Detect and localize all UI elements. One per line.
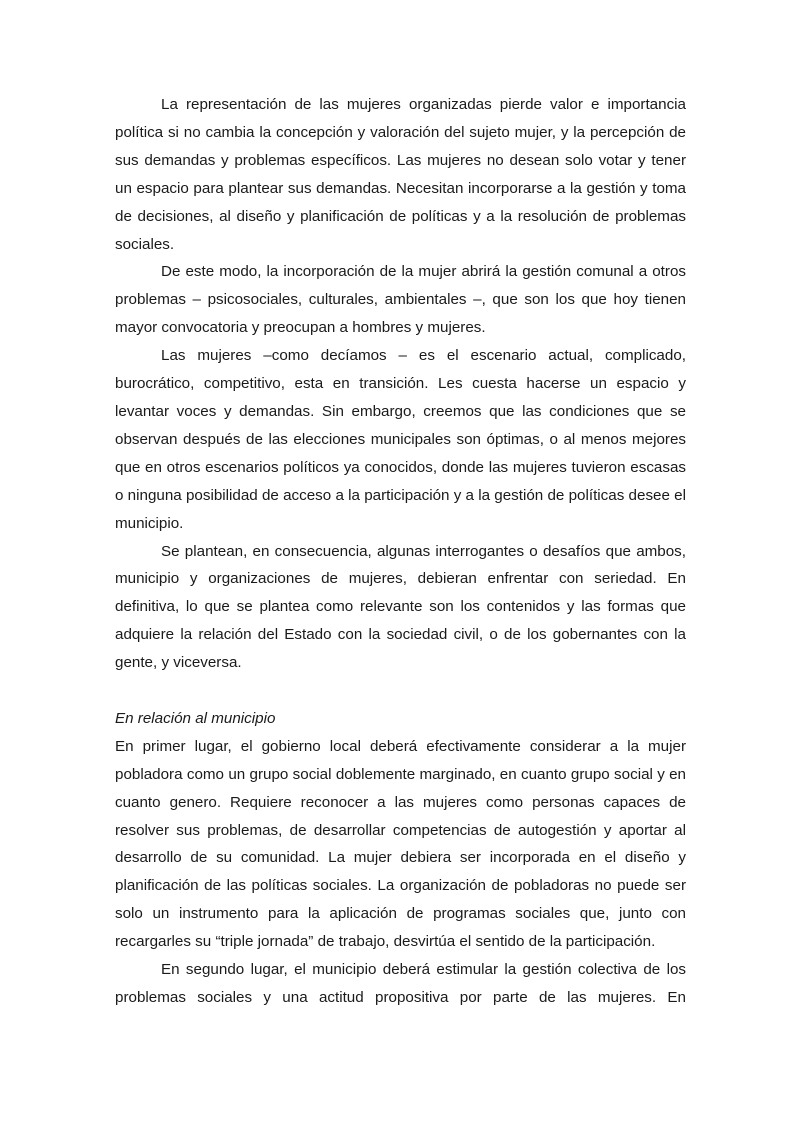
section-heading: En relación al municipio xyxy=(115,709,276,727)
paragraph-2: De este modo, la incorporación de la mujer abrirá la gestión comunal a otros problemas – psicosociales, culturales, ambientales –, que son los que hoy tienen mayor convocatoria y preocupan a hombres y mujeres. xyxy=(115,263,686,337)
paragraph-4: Se plantean, en consecuencia, algunas interrogantes o desafíos que ambos, municipio y organizaciones de mujeres, debieran enfrentar con seriedad. En definitiva, lo que se plantea como relevante son los contenidos y las formas que adquiere la relación del Estado con la sociedad civil, o de los gobernantes con la gente, y viceversa. xyxy=(115,542,686,672)
paragraph-3: Las mujeres –como decíamos – es el escenario actual, complicado, burocrático, competitivo, esta en transición. Les cuesta hacerse un espacio y levantar voces y demandas. Sin embargo, creemos que las condiciones que se observan después de las elecciones municipales son óptimas, o al menos mejores que en otros escenarios políticos ya conocidos, donde las mujeres tuvieron escasas o ninguna posibilidad de acceso a la participación y a la gestión de políticas desee el municipio. xyxy=(115,347,686,532)
document-page xyxy=(115,91,686,1012)
section-paragraph-2: En segundo lugar, el municipio deberá estimular la gestión colectiva de los problemas sociales y una actitud propositiva por parte de las mujeres. En xyxy=(115,961,686,1006)
section-paragraph-1: En primer lugar, el gobierno local deberá efectivamente considerar a la mujer pobladora como un grupo social doblemente marginado, en cuanto grupo social y en cuanto genero. Requiere reconocer a las mujeres como personas capaces de resolver sus problemas, de desarrollar competencias de autogestión y aportar al desarrollo de su comunidad. La mujer debiera ser incorporada en el diseño y planificación de las políticas sociales. La organización de pobladoras no puede ser solo un instrumento para la aplicación de programas sociales que, junto con recargarles su “triple jornada” de trabajo, desvirtúa el sentido de la participación. xyxy=(115,737,686,951)
paragraph-1: La representación de las mujeres organizadas pierde valor e importancia política si no cambia la concepción y valoración del sujeto mujer, y la percepción de sus demandas y problemas específicos. Las mujeres no desean solo votar y tener un espacio para plantear sus demandas. Necesitan incorporarse a la gestión y toma de decisiones, al diseño y planificación de políticas y a la resolución de problemas sociales. xyxy=(115,96,686,253)
